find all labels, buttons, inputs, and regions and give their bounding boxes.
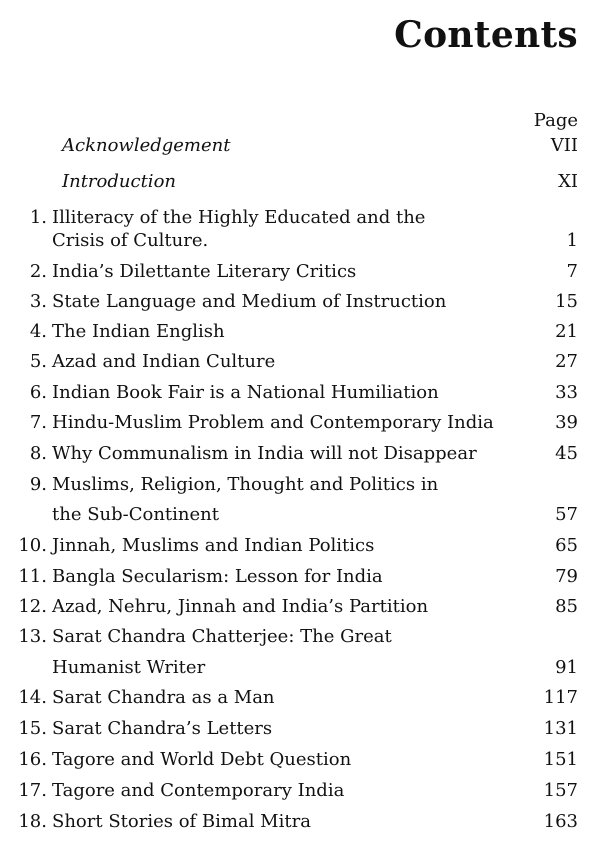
toc-front-matter-entry <box>0 134 600 158</box>
chapter-title: Hindu-Muslim Problem and Contemporary India <box>52 412 494 433</box>
chapter-number: 12. <box>18 596 47 617</box>
entry-title: Acknowledgement <box>62 135 231 156</box>
chapter-page: 131 <box>543 718 578 739</box>
chapter-number: 2. <box>29 261 47 282</box>
chapter-title: Azad and Indian Culture <box>52 351 276 372</box>
toc-chapter-entry <box>0 350 600 374</box>
chapter-number: 8. <box>29 443 47 464</box>
chapter-number: 1. <box>29 207 47 228</box>
entry-page: XI <box>558 171 578 192</box>
entry-title: Introduction <box>62 171 176 192</box>
chapter-number: 9. <box>29 474 47 495</box>
chapter-title: Jinnah, Muslims and Indian Politics <box>52 535 375 556</box>
chapter-page: 85 <box>555 596 578 617</box>
page-column-header: Page <box>533 110 578 131</box>
toc-chapter-entry <box>0 381 600 405</box>
chapter-page: 57 <box>555 504 578 525</box>
chapter-number: 16. <box>18 749 47 770</box>
toc-chapter-entry <box>0 748 600 772</box>
chapter-title: Tagore and Contemporary India <box>52 780 345 801</box>
toc-chapter-entry <box>0 565 600 589</box>
chapter-page: 45 <box>555 443 578 464</box>
chapter-title: Bangla Secularism: Lesson for India <box>52 566 383 587</box>
chapter-title: Illiteracy of the Highly Educated and the <box>52 207 426 228</box>
chapter-title: India’s Dilettante Literary Critics <box>52 261 357 282</box>
chapter-page: 163 <box>543 811 578 832</box>
toc-chapter-entry <box>0 206 600 230</box>
toc-chapter-entry <box>0 411 600 435</box>
toc-chapter-entry <box>0 717 600 741</box>
chapter-number: 4. <box>29 321 47 342</box>
chapter-title: Muslims, Religion, Thought and Politics in <box>52 474 439 495</box>
toc-chapter-entry <box>0 320 600 344</box>
chapter-page: 157 <box>543 780 578 801</box>
chapter-title: Tagore and World Debt Question <box>52 749 352 770</box>
chapter-page: 65 <box>555 535 578 556</box>
chapter-number: 14. <box>18 687 47 708</box>
toc-chapter-entry <box>0 229 600 253</box>
toc-chapter-entry <box>0 656 600 680</box>
toc-chapter-entry <box>0 503 600 527</box>
toc-chapter-entry <box>0 442 600 466</box>
page-title: Contents <box>394 14 578 56</box>
chapter-title: Sarat Chandra’s Letters <box>52 718 273 739</box>
chapter-title: Sarat Chandra Chatterjee: The Great <box>52 626 392 647</box>
chapter-page: 33 <box>555 382 578 403</box>
chapter-title: Sarat Chandra as a Man <box>52 687 275 708</box>
chapter-page: 15 <box>555 291 578 312</box>
toc-chapter-entry <box>0 810 600 834</box>
chapter-number: 15. <box>18 718 47 739</box>
chapter-page: 91 <box>555 657 578 678</box>
entry-page: VII <box>550 135 578 156</box>
chapter-title: Why Communalism in India will not Disappear <box>52 443 477 464</box>
toc-chapter-entry <box>0 686 600 710</box>
chapter-number: 11. <box>18 566 47 587</box>
chapter-title: The Indian English <box>52 321 225 342</box>
chapter-page: 1 <box>566 230 578 251</box>
chapter-title: Humanist Writer <box>52 657 206 678</box>
chapter-number: 17. <box>18 780 47 801</box>
toc-chapter-entry <box>0 260 600 284</box>
toc-chapter-entry <box>0 779 600 803</box>
chapter-page: 21 <box>555 321 578 342</box>
chapter-page: 117 <box>543 687 578 708</box>
chapter-number: 10. <box>18 535 47 556</box>
toc-chapter-entry <box>0 595 600 619</box>
toc-chapter-entry <box>0 625 600 649</box>
chapter-number: 5. <box>29 351 47 372</box>
toc-chapter-entry <box>0 534 600 558</box>
chapter-title: Azad, Nehru, Jinnah and India’s Partition <box>52 596 429 617</box>
chapter-title: State Language and Medium of Instruction <box>52 291 447 312</box>
chapter-number: 6. <box>29 382 47 403</box>
chapter-page: 151 <box>543 749 578 770</box>
chapter-page: 27 <box>555 351 578 372</box>
chapter-title: Short Stories of Bimal Mitra <box>52 811 311 832</box>
toc-chapter-entry <box>0 290 600 314</box>
chapter-page: 39 <box>555 412 578 433</box>
chapter-number: 7. <box>29 412 47 433</box>
chapter-title: Indian Book Fair is a National Humiliation <box>52 382 439 403</box>
toc-chapter-entry <box>0 473 600 497</box>
chapter-number: 3. <box>29 291 47 312</box>
chapter-number: 13. <box>18 626 47 647</box>
chapter-page: 7 <box>566 261 578 282</box>
chapter-title: Crisis of Culture. <box>52 230 209 251</box>
chapter-title: the Sub-Continent <box>52 504 219 525</box>
chapter-page: 79 <box>555 566 578 587</box>
toc-front-matter-entry <box>0 170 600 194</box>
chapter-number: 18. <box>18 811 47 832</box>
